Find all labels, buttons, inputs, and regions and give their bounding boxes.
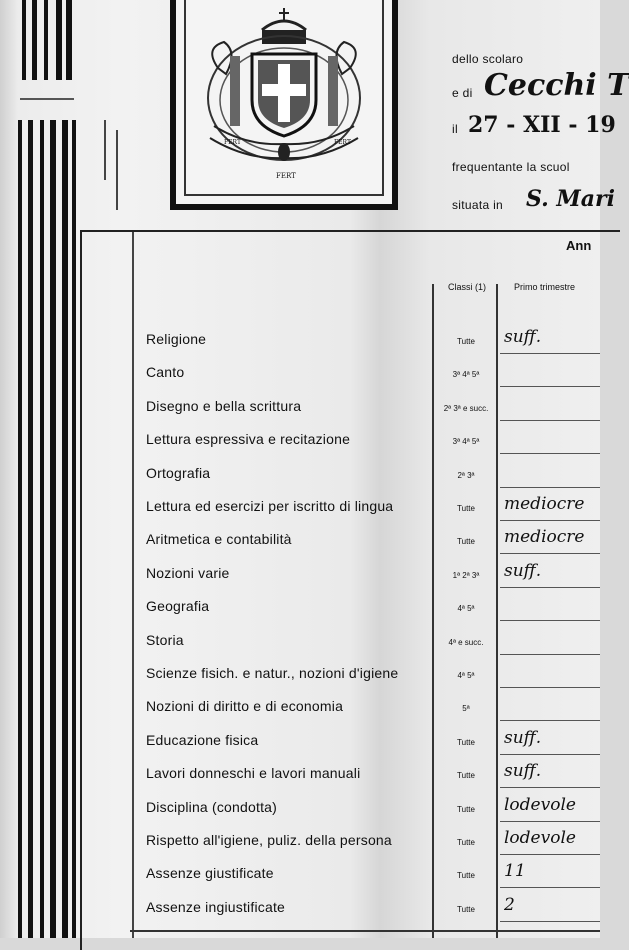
subject-label: Assenze ingiustificate — [146, 899, 286, 915]
grade-cell: 11 — [504, 861, 526, 881]
table-row — [0, 529, 600, 562]
grade-underline — [500, 520, 600, 521]
table-row — [0, 830, 600, 863]
table-row — [0, 396, 600, 429]
scolaro-label: dello scolaro — [452, 52, 524, 66]
subject-label: Storia — [146, 632, 184, 648]
surname-handwritten: Cecchi T — [484, 68, 629, 103]
grade-underline — [500, 821, 600, 822]
table-row — [0, 429, 600, 462]
grade-underline — [500, 420, 600, 421]
grade-underline — [500, 487, 600, 488]
classe-cell: 4ª 5ª — [457, 604, 475, 613]
primo-trimestre-header: Primo trimestre — [514, 282, 576, 292]
classe-column-header: Classi (1) — [448, 282, 487, 292]
table-bottom-line — [130, 930, 600, 932]
grade-underline — [500, 654, 600, 655]
table-row — [0, 496, 600, 529]
grade-underline — [500, 754, 600, 755]
subject-label: Scienze fisich. e natur., nozioni d'igiene — [146, 665, 399, 681]
classe-cell: 1ª 2ª 3ª — [452, 571, 480, 580]
grade-cell: suff. — [504, 561, 542, 581]
table-row — [0, 362, 600, 395]
table-row — [0, 596, 600, 629]
subject-label: Canto — [146, 364, 185, 380]
grade-cell: lodevole — [504, 795, 576, 815]
subject-label: Aritmetica e contabilità — [146, 531, 292, 547]
classe-cell: 2ª 3ª — [457, 471, 475, 480]
scuola-label: frequentante la scuol — [452, 160, 570, 174]
classe-cell: 2ª 3ª e succ. — [443, 404, 489, 413]
subject-label: Nozioni di diritto e di economia — [146, 698, 344, 714]
emblem-motto-right: FERT — [334, 139, 351, 146]
grade-underline — [500, 887, 600, 888]
coat-of-arms-frame — [170, 0, 398, 210]
table-row — [0, 797, 600, 830]
birth-date-label: il — [452, 122, 458, 136]
subject-label: Lettura ed esercizi per iscritto di lingua — [146, 498, 394, 514]
subject-label: Ortografia — [146, 465, 211, 481]
classe-cell: Tutte — [457, 537, 475, 546]
emblem-motto-left: FERT — [224, 139, 241, 146]
grade-cell: suff. — [504, 728, 542, 748]
table-row — [0, 463, 600, 496]
subject-label: Geografia — [146, 598, 210, 614]
anno-label: Ann — [566, 238, 592, 253]
grade-underline — [500, 553, 600, 554]
grade-cell: 2 — [504, 895, 515, 915]
subject-label: Rispetto all'igiene, puliz. della persona — [146, 832, 392, 848]
emblem-motto-bottom: FERT — [276, 172, 296, 180]
grade-underline — [500, 854, 600, 855]
subject-label: Religione — [146, 331, 207, 347]
classe-cell: 3ª 4ª 5ª — [452, 370, 480, 379]
table-row — [0, 630, 600, 663]
classe-cell: 4ª e succ. — [448, 638, 484, 647]
grade-underline — [500, 687, 600, 688]
table-row — [0, 863, 600, 896]
grade-cell: mediocre — [504, 527, 585, 547]
classe-cell: Tutte — [457, 838, 475, 847]
subject-label: Lettura espressiva e recitazione — [146, 431, 351, 447]
grade-underline — [500, 353, 600, 354]
location-handwritten: S. Mari — [526, 186, 615, 212]
grade-underline — [500, 787, 600, 788]
classe-cell: Tutte — [457, 337, 475, 346]
subject-label: Nozioni varie — [146, 565, 230, 581]
subject-label: Disegno e bella scrittura — [146, 398, 302, 414]
table-row — [0, 696, 600, 729]
classe-cell: 3ª 4ª 5ª — [452, 437, 480, 446]
grade-underline — [500, 587, 600, 588]
grade-underline — [500, 453, 600, 454]
classe-cell: Tutte — [457, 771, 475, 780]
grade-cell: lodevole — [504, 828, 576, 848]
table-row — [0, 730, 600, 763]
table-row — [0, 329, 600, 362]
table-row — [0, 763, 600, 796]
table-row — [0, 897, 600, 930]
subject-label: Lavori donneschi e lavori manuali — [146, 765, 361, 781]
situata-label: situata in — [452, 198, 504, 212]
classe-cell: Tutte — [457, 805, 475, 814]
classe-cell: Tutte — [457, 504, 475, 513]
birth-date-handwritten: 27 - XII - 19 — [468, 112, 616, 138]
classe-cell: Tutte — [457, 871, 475, 880]
savoy-coat-of-arms-icon — [196, 8, 372, 186]
grade-underline — [500, 620, 600, 621]
grade-underline — [500, 386, 600, 387]
subject-label: Assenze giustificate — [146, 865, 274, 881]
grade-cell: suff. — [504, 327, 542, 347]
e-di-label: e di — [452, 86, 473, 100]
grade-cell: suff. — [504, 761, 542, 781]
subject-label: Disciplina (condotta) — [146, 799, 278, 815]
classe-cell: 5ª — [462, 704, 470, 713]
table-row — [0, 663, 600, 696]
classe-cell: Tutte — [457, 738, 475, 747]
classe-cell: 4ª 5ª — [457, 671, 475, 680]
classe-cell: Tutte — [457, 905, 475, 914]
grade-underline — [500, 720, 600, 721]
table-row — [0, 563, 600, 596]
grade-cell: mediocre — [504, 494, 585, 514]
grade-underline — [500, 921, 600, 922]
subject-label: Educazione fisica — [146, 732, 259, 748]
